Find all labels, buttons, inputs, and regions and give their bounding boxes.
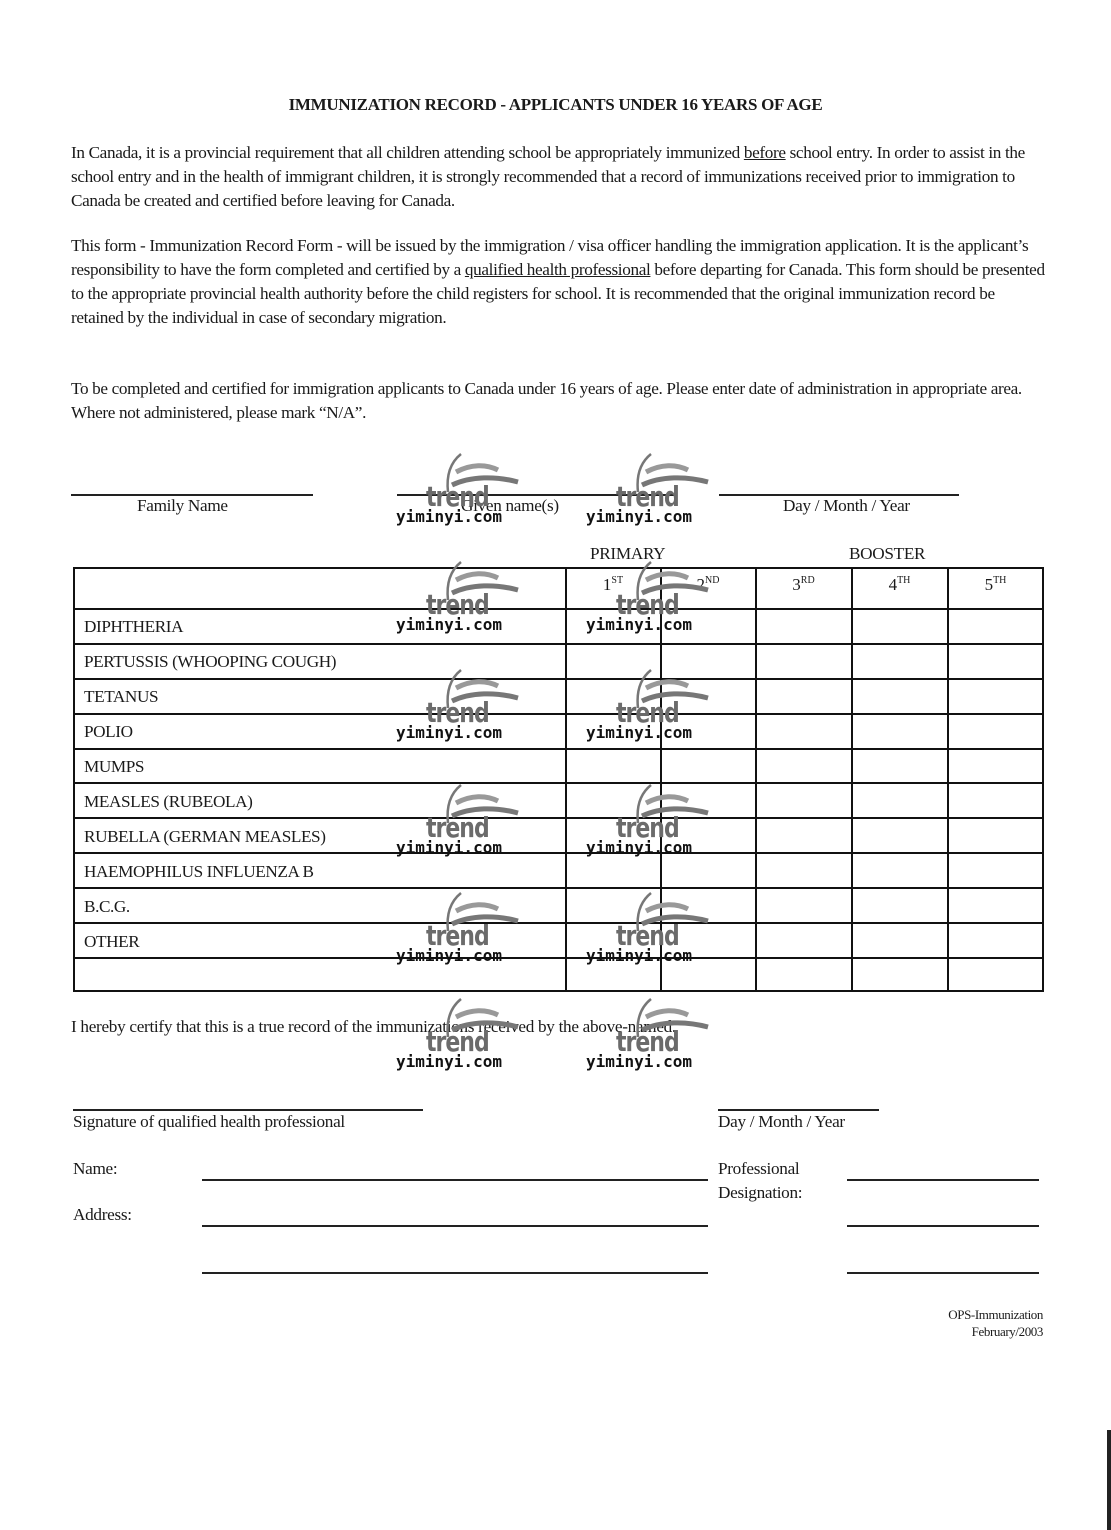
booster-dose-5-cells[interactable]: [949, 610, 1042, 955]
row-label-polio: POLIO: [84, 722, 133, 741]
watermark-logo-icon: trend yiminyi.com: [586, 783, 736, 863]
booster-header: BOOSTER: [849, 544, 926, 563]
watermark-logo-icon: trend yiminyi.com: [586, 668, 736, 748]
name-label: Name:: [73, 1159, 118, 1178]
designation-label-line2: Designation:: [718, 1183, 803, 1202]
scan-edge-artifact: [1107, 1430, 1111, 1530]
given-names-label: Given name(s): [461, 496, 559, 515]
form-date: February/2003: [971, 1324, 1043, 1339]
family-name-label: Family Name: [137, 496, 228, 515]
address-field-1[interactable]: [202, 1225, 708, 1227]
watermark-logo-icon: trend yiminyi.com: [396, 452, 546, 532]
address-label: Address:: [73, 1205, 132, 1224]
instructions-paragraph: To be completed and certified for immigration applicants to Canada under 16 years of age. Please enter date of administration in appropriate area. Where not administered, please mark “N/A”.: [71, 379, 1022, 422]
designation-label-line1: Professional: [718, 1159, 800, 1178]
birth-date-label: Day / Month / Year: [783, 496, 910, 515]
column-header-1st: 1ST: [602, 575, 624, 594]
watermark-logo-icon: trend yiminyi.com: [396, 668, 546, 748]
designation-field-2[interactable]: [847, 1225, 1039, 1227]
watermark-logo-icon: trend yiminyi.com: [586, 997, 736, 1077]
watermark-logo-icon: trend yiminyi.com: [396, 997, 546, 1077]
p2-text-cont: before departing for Canada. This form should be presented to the appropriate provincial health authority before the child registers for school. It is recommended that the original immunization record be retained by the individual in case of secondary migration.: [71, 260, 1045, 327]
booster-dose-4-cells[interactable]: [853, 610, 946, 955]
row-label-pertussis: PERTUSSIS (WHOOPING COUGH): [84, 652, 337, 671]
row-label-diphtheria: DIPHTHERIA: [84, 617, 184, 636]
column-header-5th: 5TH: [984, 575, 1007, 594]
p1-emphasis: before: [743, 143, 786, 162]
booster-dose-3-cells[interactable]: [757, 610, 850, 955]
watermark-logo-icon: trend yiminyi.com: [586, 560, 736, 640]
certification-statement: I hereby certify that this is a true record of the immunizations received by the above-named.: [71, 1017, 676, 1036]
designation-field-1[interactable]: [847, 1179, 1039, 1181]
p2-emphasis: qualified health professional: [464, 260, 651, 279]
p1-text-cont: school entry. In order to assist in the school entry and in the health of immigrant children, it is strongly recommended that a record of immunizations received prior to immigration to Canada be created and certified before leaving for Canada.: [71, 143, 1025, 210]
name-field[interactable]: [202, 1179, 708, 1181]
row-label-other: OTHER: [84, 932, 140, 951]
row-label-rubella: RUBELLA (GERMAN MEASLES): [84, 827, 326, 846]
watermark-logo-icon: trend yiminyi.com: [396, 783, 546, 863]
watermark-logo-icon: trend yiminyi.com: [586, 452, 736, 532]
signature-label: Signature of qualified health professional: [73, 1112, 345, 1131]
column-header-4th: 4TH: [888, 575, 911, 594]
certification-date-label: Day / Month / Year: [718, 1112, 845, 1131]
column-header-2nd: 2ND: [696, 575, 720, 594]
designation-field-3[interactable]: [847, 1272, 1039, 1274]
primary-dose-1-cells[interactable]: [567, 610, 659, 955]
row-label-measles: MEASLES (RUBEOLA): [84, 792, 253, 811]
p2-text: This form - Immunization Record Form - will be issued by the immigration / visa officer handling the immigration application. It is the applicant’s responsibility to have the form completed and certified by a: [71, 236, 1029, 279]
signature-field[interactable]: [73, 1109, 423, 1111]
row-label-bcg: B.C.G.: [84, 897, 130, 916]
immunization-table: [73, 567, 1044, 992]
intro-paragraph-2: [71, 234, 1046, 330]
watermark-logo-icon: trend yiminyi.com: [396, 560, 546, 640]
primary-header: PRIMARY: [590, 544, 666, 563]
form-code: OPS-Immunization: [948, 1307, 1043, 1322]
address-field-2[interactable]: [202, 1272, 708, 1274]
column-header-3rd: 3RD: [792, 575, 815, 594]
watermark-logo-icon: trend yiminyi.com: [396, 891, 546, 971]
row-label-haemophilus: HAEMOPHILUS INFLUENZA B: [84, 862, 314, 881]
row-label-tetanus: TETANUS: [84, 687, 159, 706]
row-label-mumps: MUMPS: [84, 757, 145, 776]
intro-paragraph-1: [71, 141, 1046, 213]
watermark-logo-icon: trend yiminyi.com: [586, 891, 736, 971]
p1-text: In Canada, it is a provincial requirement that all children attending school be appropriately immunized: [71, 143, 744, 162]
certification-date-field[interactable]: [718, 1109, 879, 1111]
primary-dose-2-cells[interactable]: [662, 610, 754, 955]
page-title: IMMUNIZATION RECORD - APPLICANTS UNDER 16 YEARS OF AGE: [288, 95, 823, 114]
